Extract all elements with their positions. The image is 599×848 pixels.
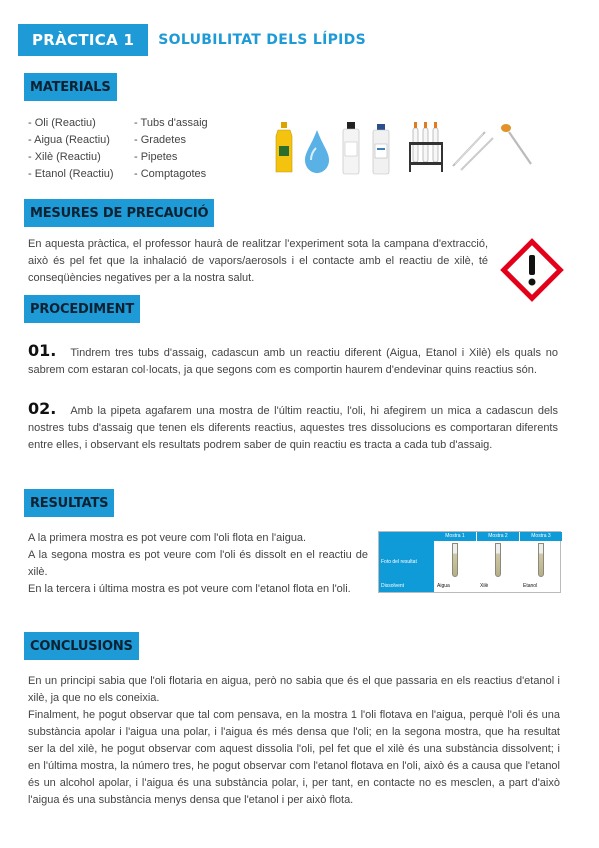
step-text: Tindrem tres tubs d'assaig, cadascun amb un reactiu diferent (Aigua, Etanol i Xilè) els quals no sabrem com estaran col·locats, ja que segons com es comportin haurem d'endevinar quins reactius són.	[28, 347, 558, 376]
row-label-photo: Foto del resultat	[381, 559, 417, 565]
hazard-exclamation-icon	[500, 238, 564, 302]
materials-heading: MATERIALS	[24, 73, 117, 101]
test-tube-photo	[452, 543, 458, 577]
procedure-step	[28, 400, 558, 454]
list-item: - Etanol (Reactiu)	[28, 168, 114, 180]
step-number: 01.	[28, 341, 57, 360]
list-item: - Tubs d'assaig	[134, 117, 208, 129]
water-drop-icon	[305, 130, 329, 173]
test-tube-photo	[538, 543, 544, 577]
column-header: Mostra 2	[477, 532, 519, 541]
page-header	[18, 24, 366, 56]
result-line: A la primera mostra es pot veure com l'oli flota en l'aigua.	[28, 532, 307, 544]
list-item: - Pipetes	[134, 151, 178, 163]
list-item: - Xilè (Reactiu)	[28, 151, 101, 163]
materials-reagents-list	[28, 115, 114, 183]
test-tube-photo	[495, 543, 501, 577]
reagent-bottle-icon	[343, 122, 359, 174]
list-item: - Aigua (Reactiu)	[28, 134, 110, 146]
conclusions-text	[28, 673, 560, 809]
conclusion-paragraph: En un principi sabia que l'oli flotaria en aigua, però no sabia que és el que passaria en els reactius d'etanol i xilè, ja que no els coneixia.	[28, 675, 560, 704]
practice-tag: PRÀCTICA 1	[18, 24, 148, 56]
materials-equipment-list	[134, 115, 208, 183]
results-table	[378, 531, 561, 593]
pipette-icon	[453, 132, 493, 170]
dissolvent-cell: Etanol	[523, 583, 538, 589]
result-line: En la tercera i última mostra es pot veure com l'etanol flota en l'oli.	[28, 583, 351, 595]
result-line: A la segona mostra es pot veure com l'oli és dissolt en el reactiu de xilè.	[28, 549, 368, 578]
dissolvent-cell: Xilè	[480, 583, 489, 589]
procedure-heading: PROCEDIMENT	[24, 295, 140, 323]
step-text: Amb la pipeta agafarem una mostra de l'últim reactiu, l'oli, hi afegirem un mica a cadascun dels nostres tubs d'assaig que tenen els diferents reactius, aquestes tres dissolucions es comportaran diferents entre elles, i observant els resultats podrem saber de quin reactiu es tracta a cada tub d'assaig.	[28, 405, 558, 451]
page-title: SOLUBILITAT DELS LÍPIDS	[158, 32, 366, 48]
list-item: - Oli (Reactiu)	[28, 117, 96, 129]
list-item: - Gradetes	[134, 134, 186, 146]
materials-illustration	[273, 118, 543, 178]
column-header: Mostra 3	[520, 532, 562, 541]
test-tube-rack-icon	[409, 122, 443, 172]
results-text	[28, 530, 368, 598]
conclusion-paragraph: Finalment, he pogut observar que tal com pensava, en la mostra 1 l'oli flotava en l'aigua, perquè l'oli és una substància apolar i l'aigua una polar, i l'aigua és més densa que l'oli; en la segona mostra, que ha resultat ser la del xilè, he pogut observar com aquest dissolia l'oli, pel fet que el xilè és una substància dissolvent; i en l'última mostra, la número tres, he pogut observar com l'etanol flotava en l'oli, això és a causa que l'etanol és un alcohol apolar, i l'aigua és una substància polar, i, per tant, en contacte no es mesclen, a part d'això l'aigua és una substància menys densa que l'etanol i per això flota.	[28, 709, 560, 806]
results-heading: RESULTATS	[24, 489, 114, 517]
oil-bottle-icon	[276, 122, 292, 172]
column-header: Mostra 1	[434, 532, 476, 541]
row-label-dissolvent: Dissolvent	[381, 583, 405, 589]
dropper-icon	[501, 124, 531, 164]
procedure-step	[28, 342, 558, 379]
precautions-heading: MESURES DE PRECAUCIÓ	[24, 199, 214, 227]
step-number: 02.	[28, 399, 57, 418]
dissolvent-cell: Aigua	[437, 583, 450, 589]
reagent-bottle-icon	[373, 124, 389, 174]
precautions-text: En aquesta pràctica, el professor haurà de realitzar l'experiment sota la campana d'extracció, això és pel fet que la inhalació de vapors/aerosols i el contacte amb el reactiu de xilè, té conseqüències negatives per a la nostra salut.	[28, 238, 488, 284]
conclusions-heading: CONCLUSIONS	[24, 632, 139, 660]
list-item: - Comptagotes	[134, 168, 207, 180]
